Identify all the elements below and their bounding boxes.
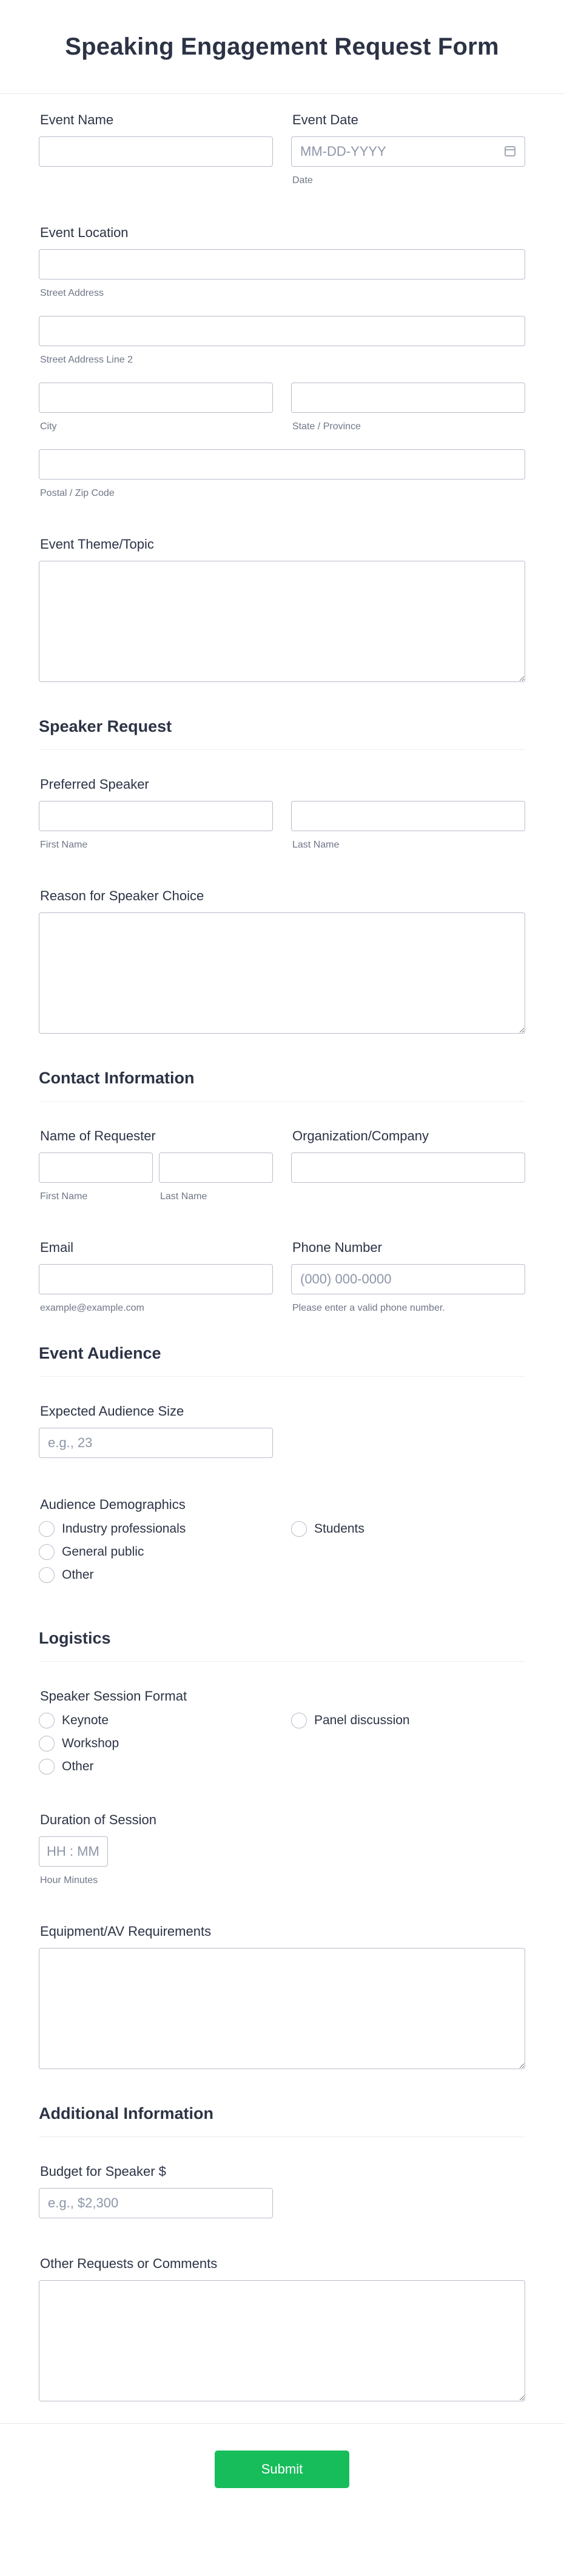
radio-circle-icon[interactable] [39, 1544, 55, 1560]
grid-spacer [291, 1736, 525, 1751]
radio-label: Keynote [62, 1713, 109, 1727]
equipment-textarea[interactable] [39, 1948, 525, 2069]
additional-information-title: Additional Information [39, 2104, 213, 2123]
audience-size-field [39, 1377, 525, 1458]
email-input[interactable] [39, 1264, 273, 1294]
city-field [39, 383, 273, 432]
radio-label: Workshop [62, 1736, 119, 1750]
event-name-date-row [39, 94, 525, 186]
speaker-last-name-sublabel: Last Name [292, 840, 340, 850]
requester-name-label: Name of Requester [40, 1128, 156, 1143]
requester-name-row [39, 1153, 273, 1202]
requester-first-name-sublabel: First Name [40, 1191, 88, 1202]
radio-keynote[interactable] [39, 1713, 273, 1728]
radio-circle-icon[interactable] [39, 1736, 55, 1751]
section-event-audience [39, 1344, 525, 1377]
requester-first-field [39, 1153, 153, 1202]
phone-label: Phone Number [292, 1240, 382, 1255]
requester-last-name-input[interactable] [159, 1153, 273, 1183]
radio-general-public[interactable] [39, 1544, 273, 1560]
equipment-label: Equipment/AV Requirements [40, 1924, 212, 1939]
requester-org-row [39, 1102, 525, 1202]
radio-circle-icon[interactable] [291, 1713, 307, 1728]
session-format-options [39, 1713, 525, 1775]
budget-label: Budget for Speaker $ [40, 2164, 166, 2179]
speaker-reason-textarea[interactable] [39, 912, 525, 1034]
event-date-sublabel: Date [292, 175, 313, 186]
street-address-sublabel: Street Address [40, 288, 104, 298]
session-duration-label: Duration of Session [40, 1812, 156, 1827]
budget-input[interactable] [39, 2188, 273, 2218]
event-theme-textarea[interactable] [39, 561, 525, 682]
form-footer [0, 2423, 564, 2514]
session-format-label: Speaker Session Format [40, 1688, 187, 1704]
comments-field [39, 2218, 525, 2401]
audience-size-wrap [39, 1428, 282, 1458]
preferred-speaker-field [39, 750, 525, 851]
session-duration-field [39, 1775, 525, 1886]
email-phone-row [39, 1202, 525, 1314]
postal-code-sublabel: Postal / Zip Code [40, 488, 115, 498]
requester-last-name-sublabel: Last Name [160, 1191, 207, 1202]
state-sublabel: State / Province [292, 421, 361, 432]
audience-size-label: Expected Audience Size [40, 1403, 184, 1419]
street-address-input[interactable] [39, 249, 525, 279]
organization-label: Organization/Company [292, 1128, 429, 1143]
city-sublabel: City [40, 421, 57, 432]
speaker-first-name-field [39, 801, 273, 851]
contact-information-title: Contact Information [39, 1069, 195, 1087]
event-date-field [291, 112, 525, 186]
radio-circle-icon[interactable] [39, 1759, 55, 1775]
event-theme-label: Event Theme/Topic [40, 537, 154, 552]
comments-textarea[interactable] [39, 2280, 525, 2401]
event-name-field [39, 112, 273, 186]
speaker-last-name-field [291, 801, 525, 851]
logistics-title: Logistics [39, 1629, 111, 1647]
phone-field [291, 1240, 525, 1314]
radio-label: Other [62, 1759, 94, 1773]
session-format-field [39, 1662, 525, 1775]
radio-label: Panel discussion [314, 1713, 410, 1727]
budget-wrap [39, 2188, 282, 2218]
form-body [0, 94, 564, 2401]
email-label: Email [40, 1240, 74, 1255]
event-audience-title: Event Audience [39, 1344, 161, 1362]
equipment-field [39, 1886, 525, 2069]
speaker-reason-label: Reason for Speaker Choice [40, 888, 204, 903]
submit-button[interactable]: Submit [215, 2451, 349, 2488]
session-duration-sublabel: Hour Minutes [40, 1875, 98, 1885]
radio-workshop[interactable] [39, 1736, 273, 1751]
email-field [39, 1240, 273, 1314]
comments-label: Other Requests or Comments [40, 2256, 218, 2271]
audience-demographics-label: Audience Demographics [40, 1497, 186, 1512]
event-name-label: Event Name [40, 112, 114, 127]
session-duration-input[interactable] [39, 1836, 108, 1867]
audience-demographics-field [39, 1458, 525, 1583]
state-input[interactable] [291, 383, 525, 413]
event-date-input[interactable] [291, 136, 525, 167]
section-logistics [39, 1629, 525, 1662]
radio-label: Other [62, 1568, 94, 1582]
speaker-first-name-input[interactable] [39, 801, 273, 831]
radio-label: Industry professionals [62, 1522, 186, 1536]
requester-first-name-input[interactable] [39, 1153, 153, 1183]
preferred-speaker-row [39, 801, 525, 851]
event-date-wrap [291, 136, 525, 167]
state-field [291, 383, 525, 432]
speaker-first-name-sublabel: First Name [40, 840, 88, 850]
email-sublabel: example@example.com [40, 1303, 144, 1313]
event-date-label: Event Date [292, 112, 358, 127]
street-address-2-input[interactable] [39, 316, 525, 346]
budget-field [39, 2137, 525, 2218]
phone-input[interactable] [291, 1264, 525, 1294]
radio-format-other[interactable] [39, 1759, 273, 1775]
section-contact-information [39, 1069, 525, 1102]
radio-circle-icon[interactable] [39, 1567, 55, 1583]
organization-input[interactable] [291, 1153, 525, 1183]
event-theme-field [39, 499, 525, 682]
radio-circle-icon[interactable] [39, 1713, 55, 1728]
city-input[interactable] [39, 383, 273, 413]
section-speaker-request [39, 717, 525, 750]
street-address-2-sublabel: Street Address Line 2 [40, 355, 133, 365]
radio-panel-discussion[interactable] [291, 1713, 525, 1728]
grid-spacer [291, 1544, 525, 1560]
radio-industry-professionals[interactable] [39, 1521, 273, 1537]
radio-audience-other[interactable] [39, 1567, 273, 1583]
section-additional-information [39, 2104, 525, 2137]
postal-code-input[interactable] [39, 449, 525, 480]
speaker-last-name-input[interactable] [291, 801, 525, 831]
event-location-field [39, 186, 525, 499]
form-header [0, 0, 564, 94]
speaker-reason-field [39, 851, 525, 1034]
organization-field [291, 1128, 525, 1202]
requester-last-field [159, 1153, 273, 1202]
radio-label: Students [314, 1522, 364, 1536]
city-state-row [39, 383, 525, 432]
speaker-request-title: Speaker Request [39, 717, 172, 735]
event-location-label: Event Location [40, 225, 129, 240]
event-name-input[interactable] [39, 136, 273, 167]
radio-circle-icon[interactable] [39, 1521, 55, 1537]
radio-circle-icon[interactable] [291, 1521, 307, 1537]
preferred-speaker-label: Preferred Speaker [40, 777, 149, 792]
requester-name-field [39, 1128, 273, 1202]
radio-label: General public [62, 1545, 144, 1559]
calendar-icon[interactable] [505, 146, 515, 156]
phone-sublabel: Please enter a valid phone number. [292, 1303, 445, 1313]
form-title: Speaking Engagement Request Form [65, 33, 499, 60]
audience-size-input[interactable] [39, 1428, 273, 1458]
radio-students[interactable] [291, 1521, 525, 1537]
audience-demographics-options [39, 1521, 525, 1583]
